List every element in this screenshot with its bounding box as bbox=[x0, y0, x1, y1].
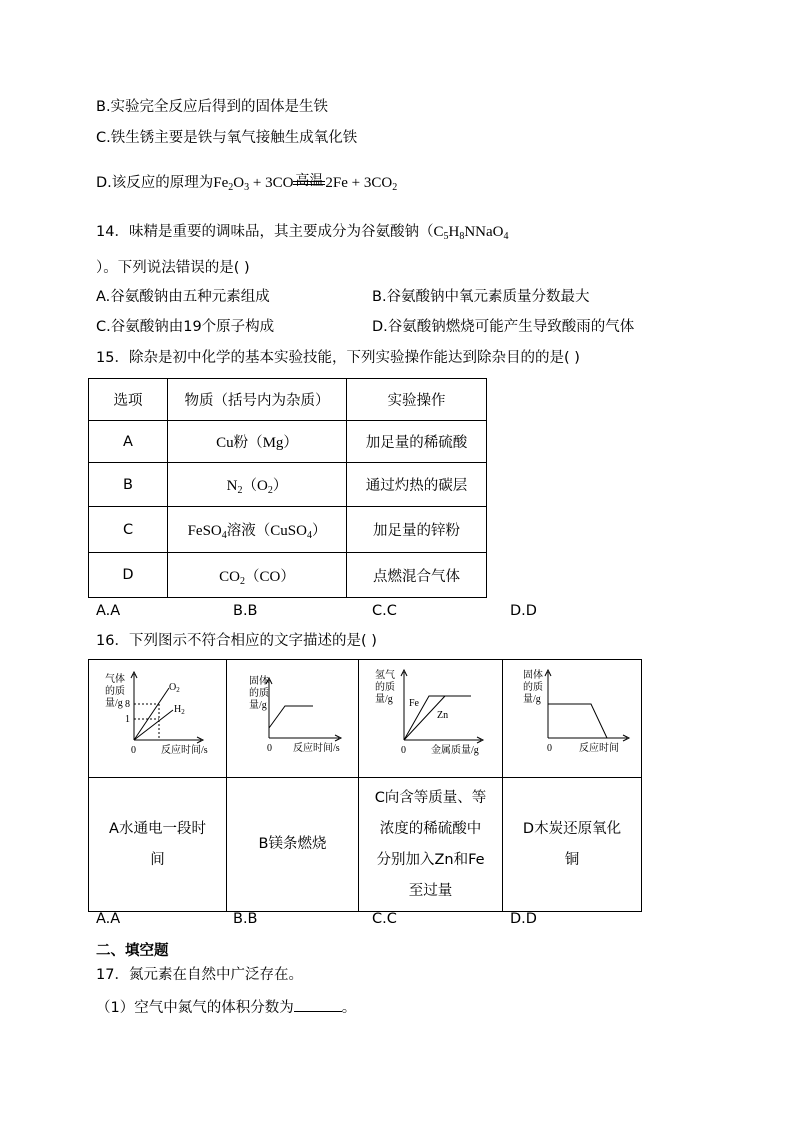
graph-a-ylabel-1: 气体 bbox=[105, 674, 125, 685]
graph-a-line-h2 bbox=[134, 710, 173, 740]
graph-c-ylabel-3: 量/g bbox=[375, 694, 393, 705]
q13-option-b: B.实验完全反应后得到的固体是生铁 bbox=[96, 99, 329, 115]
graph-d-ylabel-2: 的质 bbox=[523, 682, 543, 693]
graph-b-ylabel-1: 固体 bbox=[249, 676, 269, 687]
q17-part-1 bbox=[96, 997, 356, 1018]
q14-stem-line1 bbox=[96, 222, 508, 242]
table-row bbox=[89, 553, 487, 598]
graph-b-curve bbox=[269, 706, 313, 728]
graph-a-tick-8: 8 bbox=[125, 699, 130, 710]
caption-b bbox=[227, 778, 359, 912]
table-header-operation: 实验操作 bbox=[347, 379, 487, 421]
graph-a-line-o2 bbox=[134, 688, 169, 740]
q15-table bbox=[88, 378, 487, 598]
graph-d-ylabel-1: 固体 bbox=[523, 670, 543, 681]
graph-a-series-o2: $O_2$ bbox=[169, 682, 180, 694]
q14-formula: $C_5H_8NNaO_4$ bbox=[433, 224, 509, 242]
q14-option-a: A.谷氨酸钠由五种元素组成 bbox=[96, 289, 270, 305]
caption-b-line-1: B镁条燃烧 bbox=[258, 836, 327, 852]
graph-cell-d bbox=[503, 660, 642, 778]
q14-option-c: C.谷氨酸钠由19个原子构成 bbox=[96, 319, 275, 335]
q16-answer-d: D.D bbox=[510, 911, 537, 927]
table-cell-substance: Cu粉（Mg） bbox=[168, 421, 347, 463]
q16-answer-b: B.B bbox=[233, 911, 258, 927]
graph-d-ylabel-3: 量/g bbox=[523, 694, 541, 705]
caption-row bbox=[89, 778, 642, 912]
graph-a-origin: 0 bbox=[131, 745, 136, 756]
q14-option-d: D.谷氨酸钠燃烧可能产生导致酸雨的气体 bbox=[372, 319, 635, 335]
graph-cell-a bbox=[89, 660, 227, 778]
caption-a-line-2: 间 bbox=[150, 851, 165, 868]
q15-answer-b: B.B bbox=[233, 603, 258, 619]
table-row bbox=[89, 507, 487, 553]
caption-a bbox=[89, 778, 227, 912]
q16-stem: 16．下列图示不符合相应的文字描述的是( ) bbox=[96, 633, 377, 649]
q13-option-d-prefix: D.该反应的原理为 bbox=[96, 175, 214, 191]
table-cell-substance: FeSO$_4$溶液（CuSO$_4$） bbox=[168, 507, 347, 553]
q13-equation-reactants: $Fe_2O_3 + 3CO$ bbox=[213, 175, 294, 193]
graph-c-series-zn: Zn bbox=[437, 710, 449, 721]
q16-answer-c: C.C bbox=[372, 911, 397, 927]
q13-equation-products: $2Fe + 3CO_2$ bbox=[325, 175, 398, 193]
graph-b-ylabel-2: 的质 bbox=[249, 688, 269, 699]
graph-c-xlabel: 金属质量/g bbox=[431, 745, 479, 756]
caption-d bbox=[503, 778, 642, 912]
graph-c-origin: 0 bbox=[401, 745, 406, 756]
answer-blank[interactable] bbox=[294, 997, 342, 1012]
q17-stem: 17．氮元素在自然中广泛存在。 bbox=[96, 967, 303, 983]
table-cell-option: C bbox=[89, 507, 168, 553]
q15-answer-a: A.A bbox=[96, 603, 121, 619]
caption-c-line-4: 至过量 bbox=[408, 882, 453, 899]
table-header-row bbox=[89, 379, 487, 421]
q14-stem-part1: 14．味精是重要的调味品，其主要成分为谷氨酸钠（ bbox=[96, 224, 434, 240]
q13-option-d bbox=[96, 173, 397, 193]
table-cell-substance: $N_2(O_2)$ bbox=[168, 463, 347, 507]
graph-d bbox=[503, 660, 641, 773]
table-header-substance: 物质（括号内为杂质） bbox=[168, 379, 347, 421]
graph-a bbox=[89, 660, 226, 773]
q16-answer-a: A.A bbox=[96, 911, 121, 927]
table-row bbox=[89, 421, 487, 463]
graph-a-ylabel-2: 的质 bbox=[105, 686, 125, 697]
table-header-option: 选项 bbox=[89, 379, 168, 421]
graph-a-xlabel: 反应时间/s bbox=[161, 745, 208, 756]
graph-c-ylabel-2: 的质 bbox=[375, 682, 395, 693]
caption-c-line-3: 分别加入Zn和Fe bbox=[376, 851, 485, 868]
graph-d-curve bbox=[548, 704, 607, 738]
graph-c-ylabel-1: 氢气 bbox=[375, 670, 395, 681]
table-cell-operation: 点燃混合气体 bbox=[347, 553, 487, 598]
graph-a-series-h2: $H_2$ bbox=[174, 704, 185, 716]
table-cell-operation: 加足量的稀硫酸 bbox=[347, 421, 487, 463]
caption-d-line-1: D木炭还原氧化 bbox=[522, 820, 622, 837]
q15-stem: 15．除杂是初中化学的基本实验技能，下列实验操作能达到除杂目的的是( ) bbox=[96, 350, 580, 366]
caption-d-line-2: 铜 bbox=[564, 851, 580, 868]
graph-b-ylabel-3: 量/g bbox=[249, 700, 267, 711]
graph-b-origin: 0 bbox=[267, 743, 272, 754]
graph-d-xlabel: 反应时间 bbox=[579, 743, 619, 754]
caption-c-line-1: C向含等质量、等 bbox=[374, 789, 487, 806]
graph-c-series-fe: Fe bbox=[409, 698, 419, 709]
caption-c-line-2: 浓度的稀硫酸中 bbox=[379, 820, 482, 837]
q13-option-c: C.铁生锈主要是铁与氧气接触生成氧化铁 bbox=[96, 130, 358, 146]
graph-cell-b bbox=[227, 660, 359, 778]
table-cell-substance: $CO_2(CO)$ bbox=[168, 553, 347, 598]
graph-a-ylabel-3: 量/g bbox=[105, 698, 123, 709]
q15-answer-c: C.C bbox=[372, 603, 397, 619]
table-row bbox=[89, 463, 487, 507]
q14-stem-line2: ）。下列说法错误的是( ) bbox=[96, 260, 250, 276]
q15-answer-d: D.D bbox=[510, 603, 537, 619]
section-title: 二、填空题 bbox=[96, 943, 169, 959]
graph-b bbox=[227, 660, 358, 773]
table-cell-operation: 加足量的锌粉 bbox=[347, 507, 487, 553]
table-cell-option: B bbox=[89, 463, 168, 507]
graph-cell-c bbox=[359, 660, 503, 778]
caption-c bbox=[359, 778, 503, 912]
table-cell-operation: 通过灼热的碳层 bbox=[347, 463, 487, 507]
q17-part-1-suffix: 。 bbox=[341, 1000, 357, 1016]
graph-c bbox=[359, 660, 502, 773]
q16-table bbox=[88, 659, 642, 912]
graph-b-xlabel: 反应时间/s bbox=[293, 743, 340, 754]
q13-condition-label: 高温 bbox=[295, 173, 324, 189]
table-cell-option: A bbox=[89, 421, 168, 463]
graph-row bbox=[89, 660, 642, 778]
graph-d-origin: 0 bbox=[547, 743, 552, 754]
graph-a-tick-1: 1 bbox=[125, 714, 130, 725]
q17-part-1-prefix: （1）空气中氮气的体积分数为 bbox=[96, 1000, 294, 1016]
caption-a-line-1: A水通电一段时 bbox=[109, 820, 206, 837]
table-cell-option: D bbox=[89, 553, 168, 598]
q14-option-b: B.谷氨酸钠中氧元素质量分数最大 bbox=[372, 289, 590, 305]
